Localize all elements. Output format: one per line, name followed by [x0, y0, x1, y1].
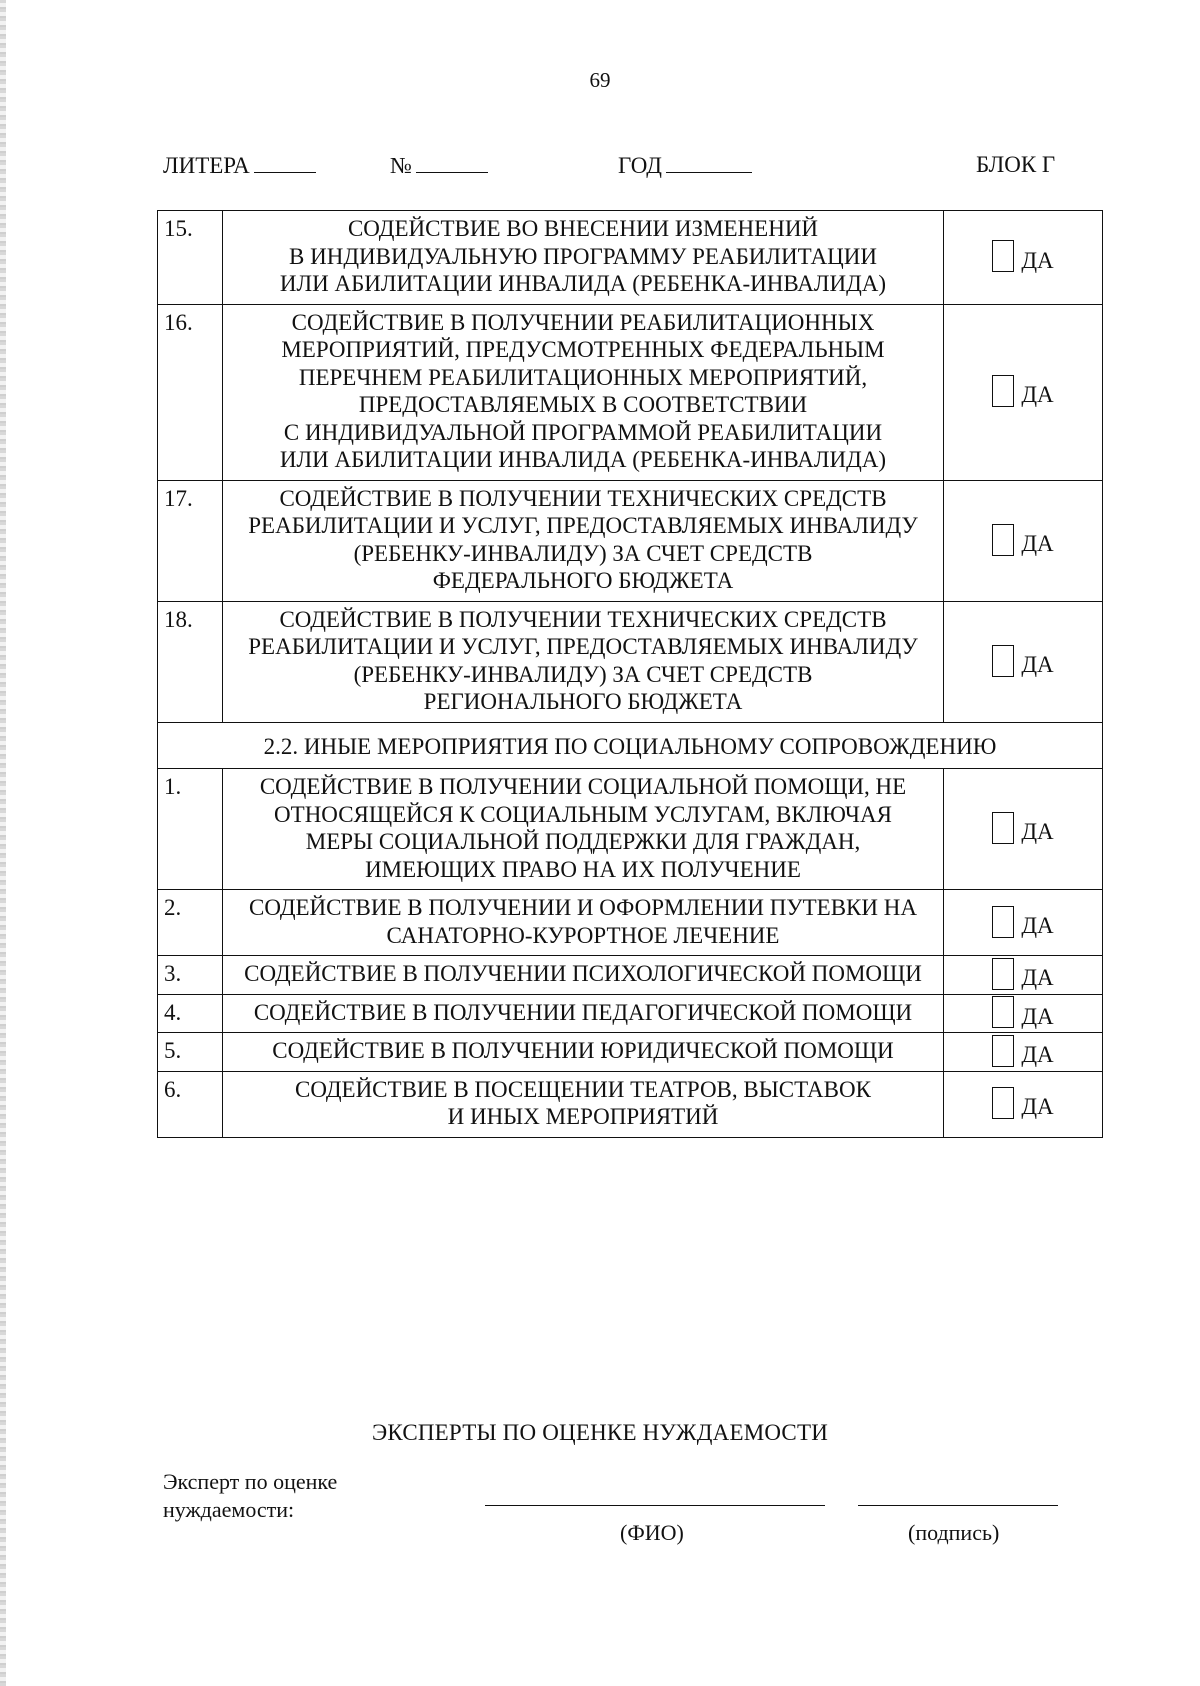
- year-field: [618, 152, 752, 179]
- number-blank[interactable]: [416, 152, 488, 173]
- expert-label: Эксперт по оценке нуждаемости:: [163, 1469, 338, 1522]
- answer-cell: [944, 304, 1103, 480]
- table-row: [158, 769, 1103, 890]
- yes-checkbox[interactable]: [992, 645, 1014, 677]
- yes-label: ДА: [1021, 1003, 1054, 1029]
- yes-label: ДА: [1021, 819, 1054, 845]
- answer-cell: [944, 211, 1103, 305]
- checklist-table: [157, 210, 1103, 1138]
- yes-checkbox[interactable]: [992, 375, 1014, 407]
- row-number: 6.: [158, 1071, 223, 1137]
- fio-caption: (ФИО): [620, 1520, 684, 1545]
- row-text: СОДЕЙСТВИЕ В ПОЛУЧЕНИИ СОЦИАЛЬНОЙ ПОМОЩИ, НЕ ОТНОСЯЩЕЙСЯ К СОЦИАЛЬНЫМ УСЛУГАМ, ВКЛЮЧАЯ МЕРЫ СОЦИАЛЬНОЙ ПОДДЕРЖКИ ДЛЯ ГРАЖДАН, ИМЕЮЩИХ ПРАВО НА ИХ ПОЛУЧЕНИЕ: [223, 769, 944, 890]
- answer-cell: [944, 480, 1103, 601]
- row-text: СОДЕЙСТВИЕ В ПОЛУЧЕНИИ ПСИХОЛОГИЧЕСКОЙ ПОМОЩИ: [223, 956, 944, 995]
- signature-caption: (подпись): [908, 1520, 1000, 1545]
- row-text: СОДЕЙСТВИЕ В ПОЛУЧЕНИИ ПЕДАГОГИЧЕСКОЙ ПОМОЩИ: [223, 994, 944, 1033]
- row-text: СОДЕЙСТВИЕ В ПОЛУЧЕНИИ ТЕХНИЧЕСКИХ СРЕДСТВ РЕАБИЛИТАЦИИ И УСЛУГ, ПРЕДОСТАВЛЯЕМЫХ ИНВАЛИДУ (РЕБЕНКУ-ИНВАЛИДУ) ЗА СЧЕТ СРЕДСТВ РЕГИОНАЛЬНОГО БЮДЖЕТА: [223, 601, 944, 722]
- table-row: [158, 1071, 1103, 1137]
- page-number: 69: [589, 68, 611, 92]
- row-number: 1.: [158, 769, 223, 890]
- yes-checkbox[interactable]: [992, 996, 1014, 1028]
- table-row: [158, 211, 1103, 305]
- yes-label: ДА: [1021, 1094, 1054, 1120]
- year-label: ГОД: [618, 153, 662, 178]
- row-number: 5.: [158, 1033, 223, 1072]
- litera-label: ЛИТЕРА: [163, 153, 250, 178]
- row-number: 15.: [158, 211, 223, 305]
- answer-cell: [944, 1033, 1103, 1072]
- row-text: СОДЕЙСТВИЕ В ПОЛУЧЕНИИ ЮРИДИЧЕСКОЙ ПОМОЩИ: [223, 1033, 944, 1072]
- block-label: БЛОК Г: [976, 152, 1056, 177]
- row-text: СОДЕЙСТВИЕ В ПОЛУЧЕНИИ И ОФОРМЛЕНИИ ПУТЕВКИ НА САНАТОРНО-КУРОРТНОЕ ЛЕЧЕНИЕ: [223, 890, 944, 956]
- row-number: 2.: [158, 890, 223, 956]
- table-row: [158, 1033, 1103, 1072]
- yes-checkbox[interactable]: [992, 1035, 1014, 1067]
- yes-label: ДА: [1021, 1042, 1054, 1068]
- yes-label: ДА: [1021, 965, 1054, 991]
- yes-checkbox[interactable]: [992, 812, 1014, 844]
- yes-label: ДА: [1021, 912, 1054, 938]
- table-row: [158, 890, 1103, 956]
- row-number: 17.: [158, 480, 223, 601]
- year-blank[interactable]: [666, 152, 752, 173]
- fio-line[interactable]: [485, 1505, 825, 1506]
- answer-cell: [944, 769, 1103, 890]
- yes-label: ДА: [1021, 530, 1054, 556]
- table-row: [158, 994, 1103, 1033]
- answer-cell: [944, 994, 1103, 1033]
- table-row: [158, 601, 1103, 722]
- signature-line[interactable]: [858, 1505, 1058, 1506]
- section-row: [158, 722, 1103, 769]
- answer-cell: [944, 956, 1103, 995]
- answer-cell: [944, 890, 1103, 956]
- row-number: 18.: [158, 601, 223, 722]
- answer-cell: [944, 601, 1103, 722]
- yes-checkbox[interactable]: [992, 1087, 1014, 1119]
- yes-checkbox[interactable]: [992, 240, 1014, 272]
- table-row: [158, 480, 1103, 601]
- table-row: [158, 956, 1103, 995]
- number-label: №: [390, 153, 412, 178]
- yes-label: ДА: [1021, 382, 1054, 408]
- row-text: СОДЕЙСТВИЕ В ПОЛУЧЕНИИ РЕАБИЛИТАЦИОННЫХ МЕРОПРИЯТИЙ, ПРЕДУСМОТРЕННЫХ ФЕДЕРАЛЬНЫМ ПЕРЕЧНЕМ РЕАБИЛИТАЦИОННЫХ МЕРОПРИЯТИЙ, ПРЕДОСТАВЛЯЕМЫХ В СООТВЕТСТВИИ С ИНДИВИДУАЛЬНОЙ ПРОГРАММОЙ РЕАБИЛИТАЦИИ ИЛИ АБИЛИТАЦИИ ИНВАЛИДА (РЕБЕНКА-ИНВАЛИДА): [223, 304, 944, 480]
- experts-title: ЭКСПЕРТЫ ПО ОЦЕНКЕ НУЖДАЕМОСТИ: [371, 1420, 829, 1445]
- section-title: 2.2. ИНЫЕ МЕРОПРИЯТИЯ ПО СОЦИАЛЬНОМУ СОПРОВОЖДЕНИЮ: [158, 722, 1103, 769]
- table-row: [158, 304, 1103, 480]
- yes-label: ДА: [1021, 247, 1054, 273]
- litera-blank[interactable]: [254, 152, 316, 173]
- row-number: 16.: [158, 304, 223, 480]
- number-field: [390, 152, 488, 179]
- row-text: СОДЕЙСТВИЕ В ПОЛУЧЕНИИ ТЕХНИЧЕСКИХ СРЕДСТВ РЕАБИЛИТАЦИИ И УСЛУГ, ПРЕДОСТАВЛЯЕМЫХ ИНВАЛИДУ (РЕБЕНКУ-ИНВАЛИДУ) ЗА СЧЕТ СРЕДСТВ ФЕДЕРАЛЬНОГО БЮДЖЕТА: [223, 480, 944, 601]
- yes-checkbox[interactable]: [992, 958, 1014, 990]
- answer-cell: [944, 1071, 1103, 1137]
- litera-field: [163, 152, 316, 179]
- yes-checkbox[interactable]: [992, 524, 1014, 556]
- yes-checkbox[interactable]: [992, 906, 1014, 938]
- yes-label: ДА: [1021, 651, 1054, 677]
- row-number: 3.: [158, 956, 223, 995]
- row-number: 4.: [158, 994, 223, 1033]
- row-text: СОДЕЙСТВИЕ ВО ВНЕСЕНИИ ИЗМЕНЕНИЙ В ИНДИВИДУАЛЬНУЮ ПРОГРАММУ РЕАБИЛИТАЦИИ ИЛИ АБИЛИТАЦИИ ИНВАЛИДА (РЕБЕНКА-ИНВАЛИДА): [223, 211, 944, 305]
- row-text: СОДЕЙСТВИЕ В ПОСЕЩЕНИИ ТЕАТРОВ, ВЫСТАВОК И ИНЫХ МЕРОПРИЯТИЙ: [223, 1071, 944, 1137]
